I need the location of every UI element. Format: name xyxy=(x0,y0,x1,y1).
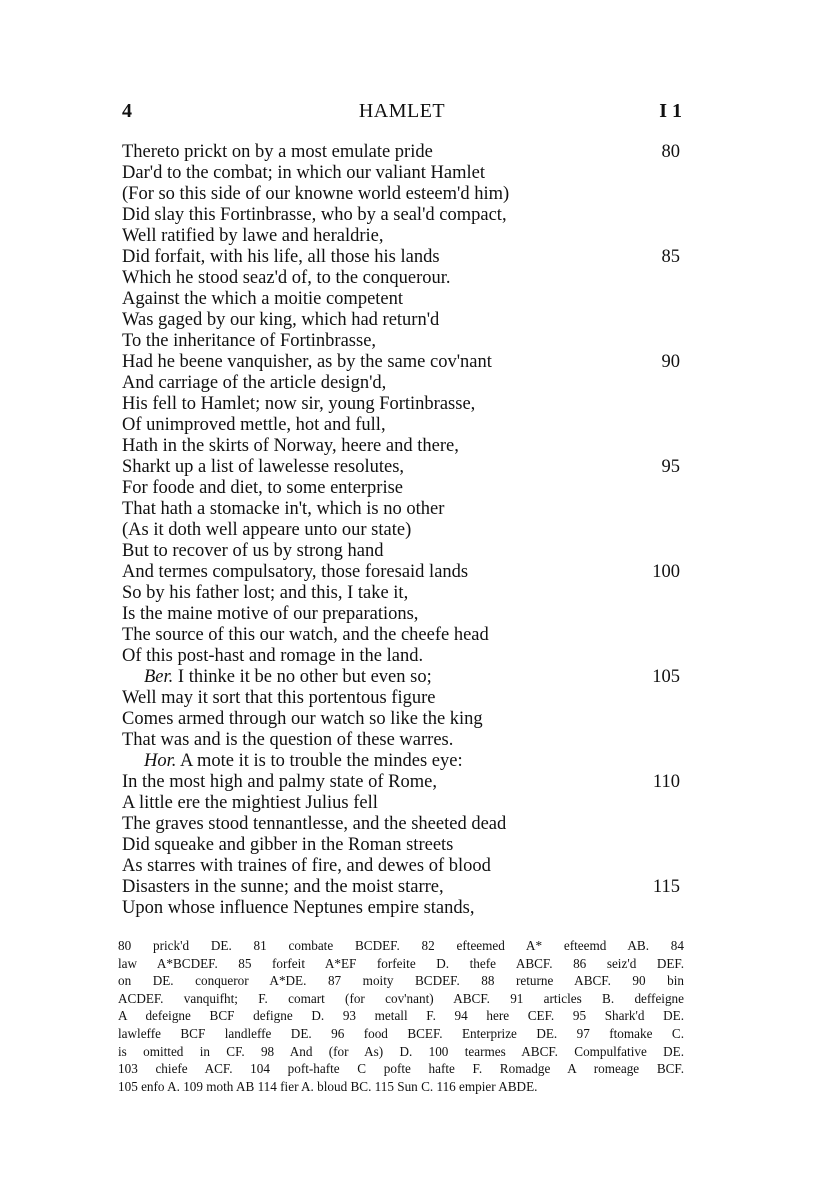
speaker-name: Hor. xyxy=(144,751,177,771)
verse-line-text: To the inheritance of Fortinbrasse, xyxy=(122,331,377,351)
line-number: 100 xyxy=(652,562,680,582)
verse-line xyxy=(122,709,682,730)
verse-line-text: Well ratified by lawe and heraldrie, xyxy=(122,226,384,246)
verse-line-text: Upon whose influence Neptunes empire stands, xyxy=(122,898,475,918)
verse-line-text: And termes compulsatory, those foresaid lands xyxy=(122,562,469,582)
verse-line-text: Comes armed through our watch so like the king xyxy=(122,709,483,729)
verse-line-text: Which he stood seaz'd of, to the conquerour. xyxy=(122,268,451,288)
verse-line xyxy=(122,625,682,646)
verse-line xyxy=(122,604,682,625)
verse-line-text: Was gaged by our king, which had return'd xyxy=(122,310,440,330)
verse-line-text: But to recover of us by strong hand xyxy=(122,541,384,561)
verse-line-text: (For so this side of our knowne world esteem'd him) xyxy=(122,184,510,204)
verse-line xyxy=(122,751,682,772)
verse-line-text: Did forfait, with his life, all those his lands xyxy=(122,247,440,267)
page-number: 4 xyxy=(122,100,132,122)
verse-line xyxy=(122,457,682,478)
verse-line xyxy=(122,415,682,436)
verse-line-text: In the most high and palmy state of Rome, xyxy=(122,772,437,792)
verse-line xyxy=(122,793,682,814)
verse-line xyxy=(122,184,682,205)
verse-line-text: Well may it sort that this portentous figure xyxy=(122,688,436,708)
verse-line xyxy=(122,730,682,751)
line-number: 80 xyxy=(661,142,680,162)
verse-line-text: That was and is the question of these warres. xyxy=(122,730,454,750)
act-scene-reference: I 1 xyxy=(659,100,682,122)
verse-line xyxy=(122,394,682,415)
verse-line-text: The graves stood tennantlesse, and the sheeted dead xyxy=(122,814,507,834)
note-line: on DE. conqueror A*DE. 87 moity BCDEF. 88 returne ABCF. 90 bin xyxy=(118,973,684,989)
verse-line xyxy=(122,520,682,541)
note-line: A defeigne BCF defigne D. 93 metall F. 94 here CEF. 95 Shark'd DE. xyxy=(118,1008,684,1024)
line-number: 115 xyxy=(652,877,680,897)
verse-line-text: Sharkt up a list of lawelesse resolutes, xyxy=(122,457,405,477)
verse-line-text: Of this post-hast and romage in the land. xyxy=(122,646,424,666)
verse-line xyxy=(122,478,682,499)
verse-line-text xyxy=(122,751,463,772)
verse-line xyxy=(122,541,682,562)
verse-line xyxy=(122,646,682,667)
speech-text: I thinke it be no other but even so; xyxy=(173,667,432,687)
verse-line xyxy=(122,499,682,520)
verse-line xyxy=(122,352,682,373)
verse-line xyxy=(122,163,682,184)
verse-line xyxy=(122,772,682,793)
note-line: 80 prick'd DE. 81 combate BCDEF. 82 efteemed A* efteemd AB. 84 xyxy=(118,938,684,953)
verse-line-text: Thereto prickt on by a most emulate pride xyxy=(122,142,433,162)
verse-line-text xyxy=(122,667,432,688)
verse-line xyxy=(122,835,682,856)
verse-line-text: For foode and diet, to some enterprise xyxy=(122,478,404,498)
verse-line-text: Had he beene vanquisher, as by the same cov'nant xyxy=(122,352,492,372)
verse-line-text: Did slay this Fortinbrasse, who by a seal'd compact, xyxy=(122,205,507,225)
page-header xyxy=(122,100,682,124)
line-number: 85 xyxy=(661,247,680,267)
verse-line-text: Is the maine motive of our preparations, xyxy=(122,604,419,624)
verse-text xyxy=(122,142,682,919)
verse-line-text: Of unimproved mettle, hot and full, xyxy=(122,415,386,435)
running-title: HAMLET xyxy=(358,100,446,122)
note-line: lawleffe BCF landleffe DE. 96 food BCEF. Enterprize DE. 97 ftomake C. xyxy=(118,1025,684,1041)
verse-line xyxy=(122,373,682,394)
verse-line xyxy=(122,562,682,583)
line-number: 95 xyxy=(661,457,680,477)
verse-line xyxy=(122,247,682,268)
verse-line xyxy=(122,310,682,331)
verse-line xyxy=(122,205,682,226)
verse-line-text: And carriage of the article design'd, xyxy=(122,373,387,393)
verse-line xyxy=(122,331,682,352)
verse-line-text: A little ere the mightiest Julius fell xyxy=(122,793,378,813)
line-number: 110 xyxy=(652,772,680,792)
verse-line xyxy=(122,268,682,289)
verse-line xyxy=(122,142,682,163)
line-number: 90 xyxy=(661,352,680,372)
verse-line xyxy=(122,898,682,919)
note-line: is omitted in CF. 98 And (for As) D. 100 tearmes ABCF. Compulfative DE. xyxy=(118,1043,684,1059)
verse-line-text: Against the which a moitie competent xyxy=(122,289,404,309)
verse-line xyxy=(122,436,682,457)
verse-line-text: (As it doth well appeare unto our state) xyxy=(122,520,412,540)
verse-line-text: The source of this our watch, and the cheefe head xyxy=(122,625,489,645)
verse-line-text: So by his father lost; and this, I take it, xyxy=(122,583,409,603)
verse-line xyxy=(122,688,682,709)
verse-line-text: Hath in the skirts of Norway, heere and there, xyxy=(122,436,459,456)
verse-line-text: His fell to Hamlet; now sir, young Fortinbrasse, xyxy=(122,394,476,414)
verse-line-text: That hath a stomacke in't, which is no other xyxy=(122,499,445,519)
speaker-name: Ber. xyxy=(144,667,174,687)
textual-notes xyxy=(118,937,684,1095)
verse-line xyxy=(122,814,682,835)
note-line: 103 chiefe ACF. 104 poft-hafte C pofte hafte F. Romadge A romeage BCF. xyxy=(118,1061,684,1077)
line-number: 105 xyxy=(652,667,680,687)
speech-text: A mote it is to trouble the mindes eye: xyxy=(176,751,463,771)
verse-line-text: As starres with traines of fire, and dewes of blood xyxy=(122,856,491,876)
verse-line xyxy=(122,667,682,688)
note-line: 105 enfo A. 109 moth AB 114 fier A. bloud BC. 115 Sun C. 116 empier ABDE. xyxy=(118,1078,538,1094)
verse-line-text: Dar'd to the combat; in which our valiant Hamlet xyxy=(122,163,485,183)
verse-line xyxy=(122,856,682,877)
note-line: law A*BCDEF. 85 forfeit A*EF forfeite D. thefe ABCF. 86 seiz'd DEF. xyxy=(118,955,684,971)
verse-line xyxy=(122,289,682,310)
verse-line xyxy=(122,226,682,247)
verse-line xyxy=(122,877,682,898)
verse-line-text: Did squeake and gibber in the Roman streets xyxy=(122,835,454,855)
note-line: ACDEF. vanquifht; F. comart (for cov'nant) ABCF. 91 articles B. deffeigne xyxy=(118,990,684,1006)
verse-line xyxy=(122,583,682,604)
verse-line-text: Disasters in the sunne; and the moist starre, xyxy=(122,877,444,897)
